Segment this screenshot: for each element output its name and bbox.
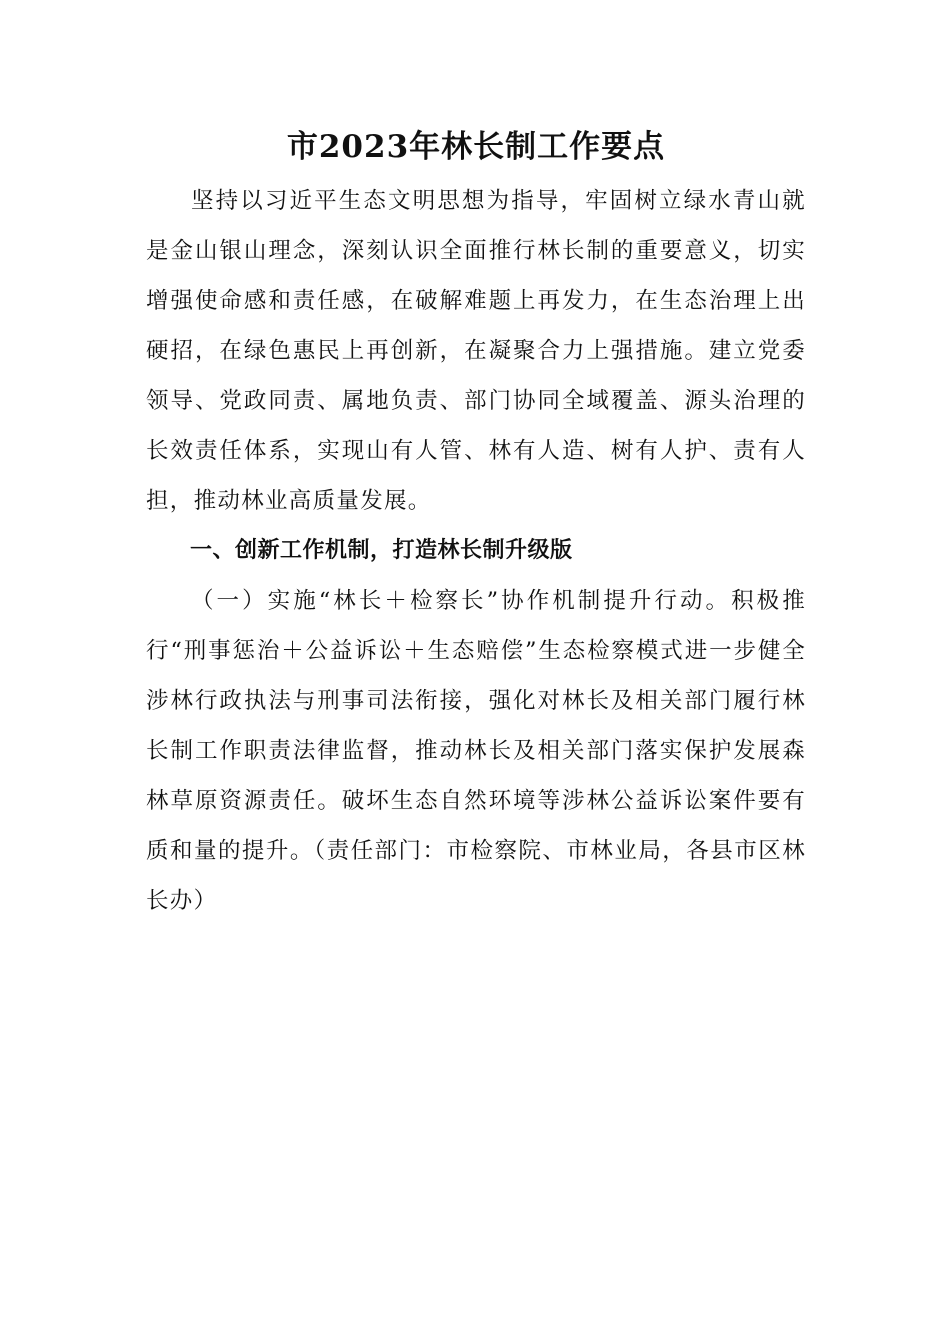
document-body (146, 124, 806, 926)
document-title: 市2023年林长制工作要点 (286, 129, 666, 165)
section-item-paragraph: （一）实施“林长＋检察长”协作机制提升行动。积极推行“刑事惩治＋公益诉讼＋生态赔偿”生态检察模式进一步健全涉林行政执法与刑事司法衔接，强化对林长及相关部门履行林长制工作职责法律监督，推动林长及相关部门落实保护发展森林草原资源责任。破坏生态自然环境等涉林公益诉讼案件要有质和量的提升。（责任部门：市检察院、市林业局，各县市区林长办） (146, 588, 806, 914)
section-heading: 一、创新工作机制，打造林长制升级版 (190, 538, 573, 563)
intro-paragraph: 坚持以习近平生态文明思想为指导，牢固树立绿水青山就是金山银山理念，深刻认识全面推行林长制的重要意义，切实增强使命感和责任感，在破解难题上再发力，在生态治理上出硬招，在绿色惠民上再创新，在凝聚合力上强措施。建立党委领导、党政同责、属地负责、部门协同全域覆盖、源头治理的长效责任体系，实现山有人管、林有人造、树有人护、责有人担，推动林业高质量发展。 (146, 188, 806, 514)
